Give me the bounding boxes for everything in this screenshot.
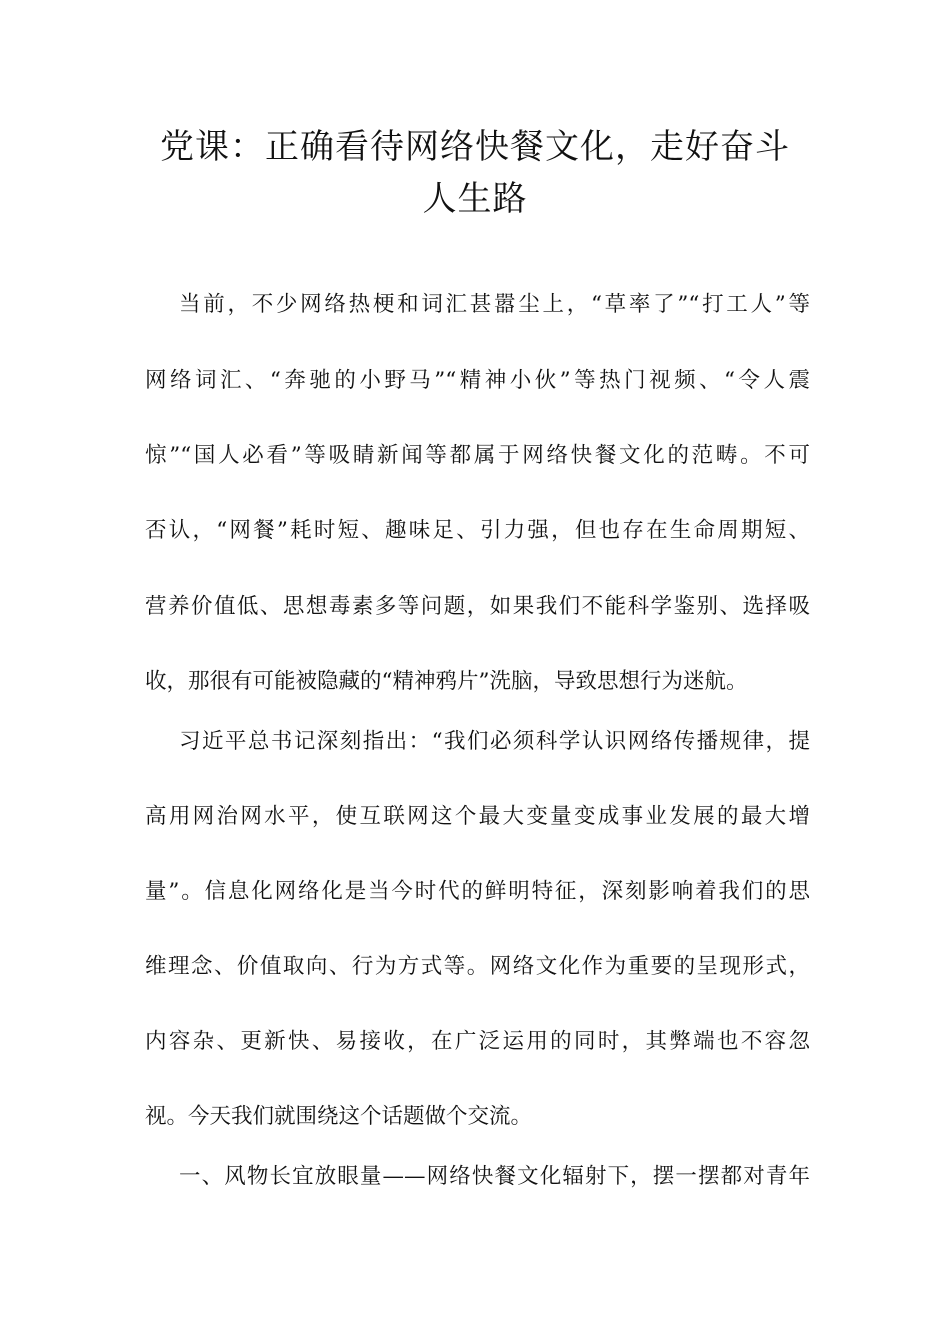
paragraph-1-line-6: 收，那很有可能被隐藏的“精神鸦片”洗脑，导致思想行为迷航。: [145, 669, 748, 694]
title-line-2: 人生路: [422, 179, 528, 219]
section-heading-1: 一、风物长宜放眼量——网络快餐文化辐射下，摆一摆都对青年: [179, 1164, 810, 1189]
paragraph-2-line-2: 高用网治网水平，使互联网这个最大变量变成事业发展的最大增: [145, 804, 810, 829]
paragraph-2-line-5: 内容杂、更新快、易接收，在广泛运用的同时，其弊端也不容忽: [145, 1029, 810, 1054]
paragraph-2-line-4: 维理念、价值取向、行为方式等。网络文化作为重要的呈现形式，: [145, 954, 810, 979]
paragraph-1-line-2: 网络词汇、“奔驰的小野马”“精神小伙”等热门视频、“令人震: [145, 368, 810, 393]
paragraph-2-line-1: 习近平总书记深刻指出：“我们必须科学认识网络传播规律，提: [179, 729, 810, 754]
paragraph-1-line-3: 惊”“国人必看”等吸睛新闻等都属于网络快餐文化的范畴。不可: [145, 443, 810, 468]
paragraph-2-line-3: 量”。信息化网络化是当今时代的鲜明特征，深刻影响着我们的思: [145, 879, 810, 904]
paragraph-1-line-1: 当前，不少网络热梗和词汇甚嚣尘上，“草率了”“打工人”等: [179, 292, 810, 317]
paragraph-1-line-4: 否认，“网餐”耗时短、趣味足、引力强，但也存在生命周期短、: [145, 518, 810, 543]
title-line-1: 党课：正确看待网络快餐文化，走好奋斗: [160, 127, 790, 167]
paragraph-2-line-6: 视。今天我们就围绕这个话题做个交流。: [145, 1104, 533, 1129]
document-title: [120, 121, 830, 225]
paragraph-1-line-5: 营养价值低、思想毒素多等问题，如果我们不能科学鉴别、选择吸: [145, 594, 810, 619]
